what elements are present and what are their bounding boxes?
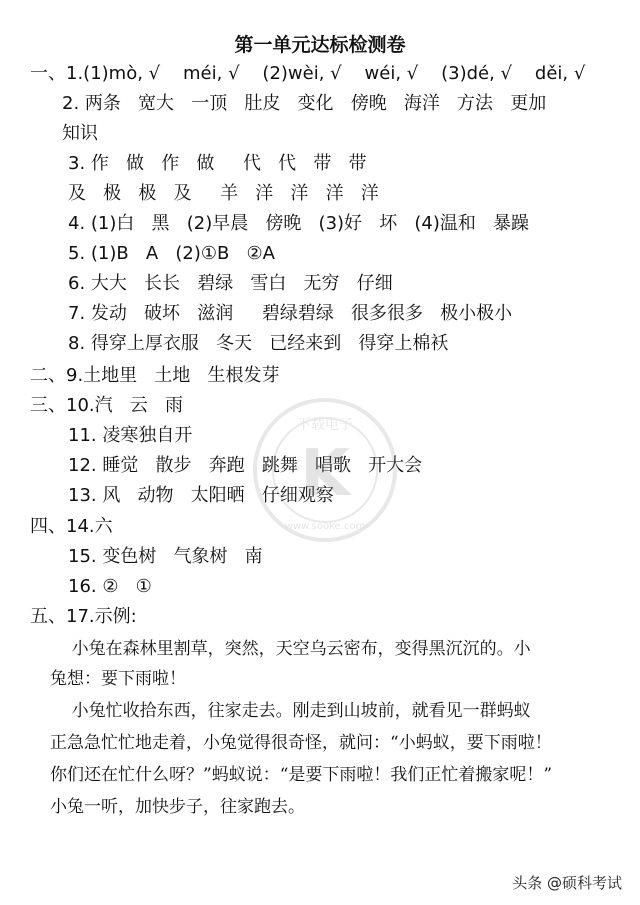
essay-line-2: 兔想：要下雨啦！ [50, 669, 186, 689]
answer-line-2: 2. 两条 宽大 一顶 肚皮 变化 傍晚 海洋 方法 更加 [62, 93, 547, 114]
answer-line-14: 四、14.六 [30, 516, 113, 537]
answer-line-1: 一、1.(1)mò, √ méi, √ (2)wèi, √ wéi, √ (3)dé, √ děi, √ [30, 63, 586, 84]
answer-line-17: 五、17.示例: [30, 606, 137, 627]
answer-line-3b: 及 极 极 及 羊 洋 洋 洋 洋 [68, 183, 379, 204]
watermark-ring-text: www.sooke.com [284, 521, 366, 532]
answer-line-6: 6. 大大 长长 碧绿 雪白 无穷 仔细 [68, 273, 393, 294]
answer-line-8: 8. 得穿上厚衣服 冬天 已经来到 得穿上棉袄 [68, 333, 449, 354]
essay-line-6: 小兔一听，加快步子，往家跑去。 [50, 797, 305, 817]
watermark-top-text: 下载电子 [297, 417, 353, 433]
answer-line-13: 13. 风 动物 太阳晒 仔细观察 [68, 485, 334, 506]
essay-line-4: 正急急忙忙地走着，小兔觉得很奇怪，就问：“小蚂蚁，要下雨啦！ [50, 733, 552, 753]
page-title: 第一单元达标检测卷 [234, 34, 406, 56]
answer-line-10: 三、10.汽 云 雨 [30, 395, 183, 416]
essay-line-1: 小兔在森林里割草，突然，天空乌云密布，变得黑沉沉的。小 [50, 639, 531, 659]
answer-line-3: 3. 作 做 作 做 代 代 带 带 [68, 153, 367, 174]
answer-line-11: 11. 凌寒独自开 [68, 425, 193, 446]
answer-line-5: 5. (1)B A (2)①B ②A [68, 243, 275, 264]
answer-line-12: 12. 睡觉 散步 奔跑 跳舞 唱歌 开大会 [68, 455, 423, 476]
answer-line-7: 7. 发动 破坏 滋润 碧绿碧绿 很多很多 极小极小 [68, 303, 513, 324]
answer-line-4: 4. (1)白 黑 (2)早晨 傍晚 (3)好 坏 (4)温和 暴躁 [68, 213, 530, 234]
answer-line-2b: 知识 [62, 123, 98, 144]
watermark-letter: K [300, 437, 350, 511]
essay-line-3: 小兔忙收拾东西，往家走去。刚走到山坡前，就看见一群蚂蚁 [50, 701, 531, 721]
answer-line-15: 15. 变色树 气象树 南 [68, 546, 263, 567]
essay-line-5: 你们还在忙什么呀？”蚂蚁说：“是要下雨啦！我们正忙着搬家呢！” [50, 765, 553, 785]
answer-line-9: 二、9.土地里 土地 生根发芽 [30, 365, 280, 386]
footer-source: 头条 @硕科考试 [512, 874, 622, 892]
answer-line-16: 16. ② ① [68, 576, 152, 597]
